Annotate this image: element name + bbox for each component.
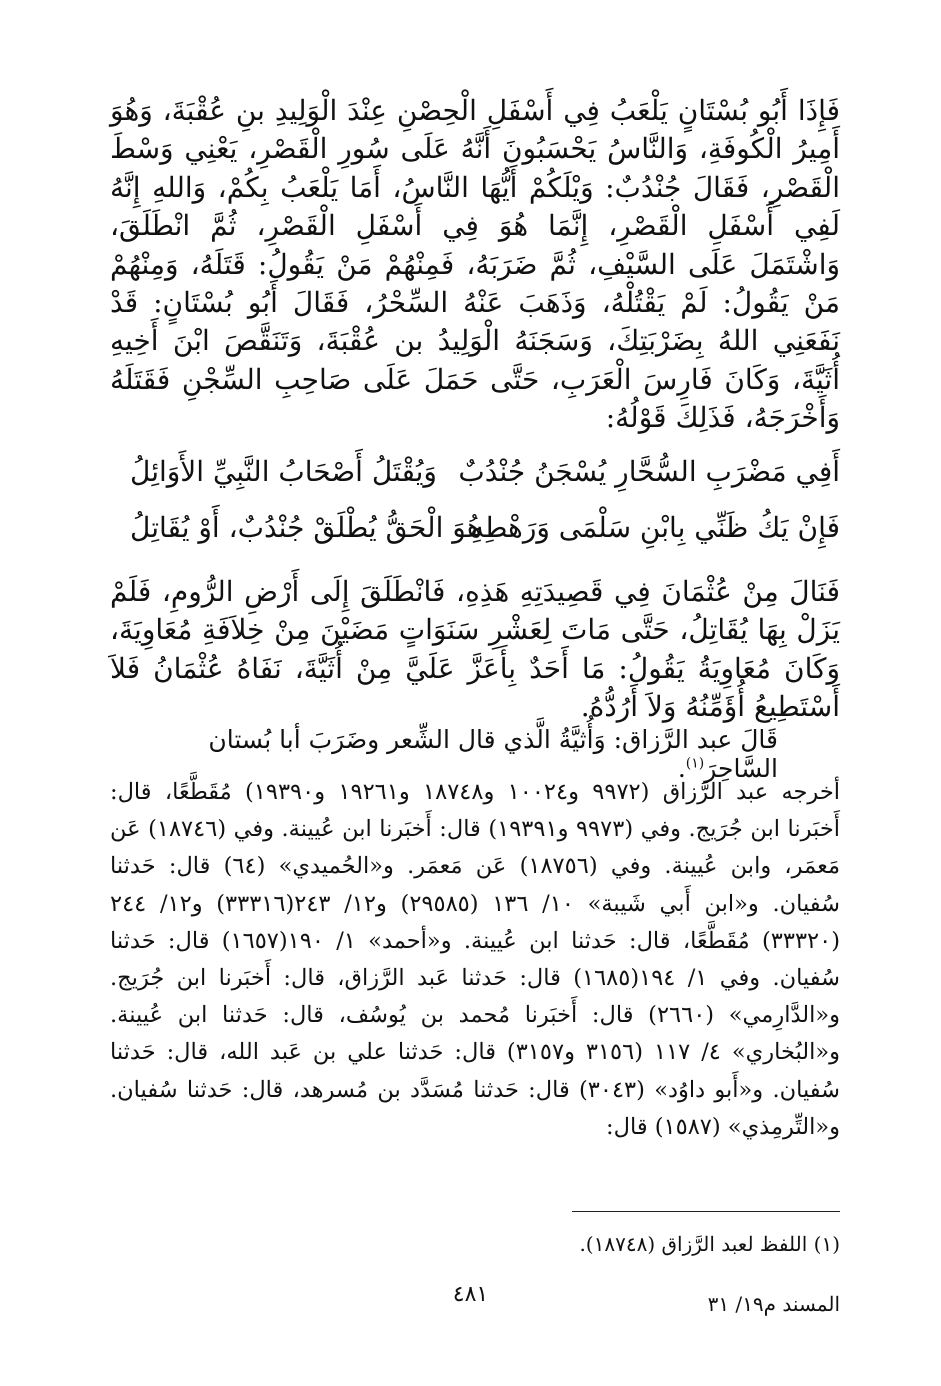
footnote: (١) اللفظ لعبد الرَّزاق (١٨٧٤٨).: [579, 1232, 840, 1256]
footnote-marker: (١): [685, 755, 705, 772]
verse-2-second-hemistich: هُوَ الْحَقُّ يُطْلَقْ جُنْدُبٌ، أَوْ يُقَاتِلُ: [130, 511, 482, 544]
takhrij-notes: أخرجه عبد الرَّزاق (٩٩٧٢ و١٠٠٢٤ و١٨٧٤٨ و١٩٢٦١ و١٩٣٩٠) مُقَطَّعًا، قال: أَخبَرنا ابن جُرَيج. وفي (٩٩٧٣ و١٩٣٩١) قال: أَخبَرنا ابن عُيينة. وفي (١٨٧٤٦) عَن مَعمَر، وابن عُيينة. وفي (١٨٧٥٦) عَن مَعمَر. و«الحُميدي» (٦٤) قال: حَدثنا سُفيان. و«ابن أَبي شَيبة» ١٠/ ١٣٦ (٢٩٥٨٥) و١٢/ ٢٤٣(٣٣٣١٦) و١٢/ ٢٤٤ (٣٣٣٢٠) مُقَطَّعًا، قال: حَدثنا ابن عُيينة. و«أحمد» ١/ ١٩٠(١٦٥٧) قال: حَدثنا سُفيان. وفي ١/ ١٩٤(١٦٨٥) قال: حَدثنا عَبد الرَّزاق، قال: أَخبَرنا ابن جُرَيج. و«الدَّارِمي» (٢٦٦٠) قال: أَخبَرنا مُحمد بن يُوسُف، قال: حَدثنا ابن عُيينة. و«البُخاري» ٤/ ١١٧ (٣١٥٦ و٣١٥٧) قال: حَدثنا علي بن عَبد الله، قال: حَدثنا سُفيان. و«أَبو داوُد» (٣٠٤٣) قال: حَدثنا مُسَدَّد بن مُسرهد، قال: حَدثنا سُفيان. و«التِّرمِذي» (١٥٨٧) قال:: [110, 779, 841, 1140]
verse-1-first-hemistich: أَفِي مَضْرَبِ السُّحَّارِ يُسْجَنُ جُنْدُبٌ: [458, 455, 840, 488]
verse-2-first-hemistich: فَإِنْ يَكُ ظَنِّي بِابْنِ سَلْمَى وَرَهْطِهِ: [470, 511, 840, 544]
main-text-2: [110, 573, 840, 727]
main-text: [110, 92, 840, 438]
attribution-end: .: [677, 754, 686, 783]
attribution-text: قَالَ عبد الرَّزاق: وَأُثيَّةُ الَّذي قال الشِّعر وضَرَبَ أبا بُستان السَّاحِرَ: [208, 725, 778, 783]
signature-mark: المسند م١٩/ ٣١: [707, 1292, 840, 1316]
verse-1-second-hemistich: وَيُقْتَلُ أَصْحَابُ النَّبِيِّ الأَوَائِلُ: [130, 455, 437, 488]
page-number: ٤٨١: [452, 1282, 489, 1307]
paragraph-2: فَنَالَ مِنْ عُثْمَانَ فِي قَصِيدَتِهِ هَذِهِ، فَانْطَلَقَ إِلَى أَرْضِ الرُّومِ، فَلَمْ يَزَلْ بِهَا يُقَاتِلُ، حَتَّى مَاتَ لِعَشْرِ سَنَوَاتٍ مَضَيْنَ مِنْ خِلاَفَةِ مُعَاوِيَةَ، وَكَانَ مُعَاوِيَةُ يَقُولُ: مَا أَحَدٌ بِأَعَزَّ عَلَيَّ مِنْ أُثَيَّةَ، نَفَاهُ عُثْمَانُ فَلاَ أَسْتَطِيعُ أُؤَمِّنُهُ وَلاَ أَرُدُّهُ.: [110, 575, 840, 724]
footnote-divider: [572, 1211, 840, 1212]
paragraph-1: فَإِذَا أَبُو بُسْتَانٍ يَلْعَبُ فِي أَسْفَلِ الْحِصْنِ عِنْدَ الْوَلِيدِ بنِ عُقْبَةَ، وَهُوَ أَمِيرُ الْكُوفَةِ، وَالنَّاسُ يَحْسَبُونَ أَنَّهُ عَلَى سُورِ الْقَصْرِ، يَعْنِي وَسْطَ الْقَصْرِ، فَقَالَ جُنْدُبٌ: وَيْلَكُمْ أَيُّهَا النَّاسُ، أَمَا يَلْعَبُ بِكُمْ، وَاللهِ إِنَّهُ لَفِي أَسْفَلِ الْقَصْرِ، إِنَّمَا هُوَ فِي أَسْفَلِ الْقَصْرِ، ثُمَّ انْطَلَقَ، وَاشْتَمَلَ عَلَى السَّيْفِ، ثُمَّ ضَرَبَهُ، فَمِنْهُمْ مَنْ يَقُولُ: قَتَلَهُ، وَمِنْهُمْ مَنْ يَقُولُ: لَمْ يَقْتُلْهُ، وَذَهَبَ عَنْهُ السِّحْرُ، فَقَالَ أَبُو بُسْتَانٍ: قَدْ نَفَعَنِي اللهُ بِضَرْبَتِكَ، وَسَجَنَهُ الْوَلِيدُ بن عُقْبَةَ، وَتَنَقَّصَ ابْنَ أَخِيهِ أُثَيَّةَ، وَكَانَ فَارِسَ الْعَرَبِ، حَتَّى حَمَلَ عَلَى صَاحِبِ السِّجْنِ فَقَتَلَهُ وَأَخْرَجَهُ، فَذَلِكَ قَوْلُهُ:: [110, 94, 840, 435]
